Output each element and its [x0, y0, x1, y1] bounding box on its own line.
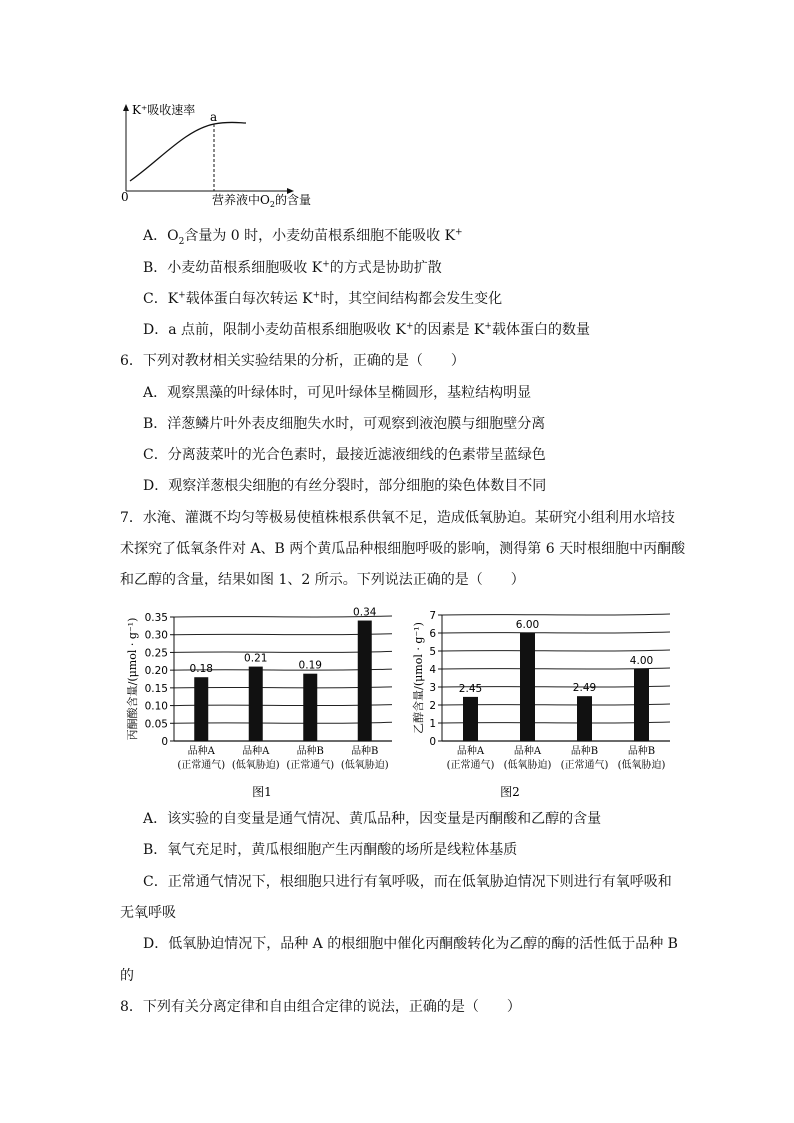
- chart-y-tick-label: 0: [429, 736, 436, 748]
- q6-option-a: A．观察黑藻的叶绿体时，可见叶绿体呈椭圆形，基粒结构明显: [143, 385, 532, 401]
- chart-y-tick-label: 0.35: [144, 612, 168, 624]
- point-a-label: a: [210, 110, 218, 124]
- chart-gridline: [442, 632, 670, 633]
- chart-bar: [249, 667, 263, 741]
- chart-x-tick-label: 品种A: [242, 746, 270, 757]
- q7-stem-line-1: 7．水淹、灌溉不均匀等极易使植株根系供氧不足，造成低氧胁迫。某研究小组利用水培技: [120, 510, 675, 526]
- graph-origin-label: 0: [121, 190, 129, 204]
- pyruvate-chart: [120, 605, 420, 805]
- chart-data-label: 0.21: [244, 652, 268, 665]
- chart-y-tick-label: 3: [429, 682, 436, 694]
- chart-bar: [634, 669, 649, 741]
- chart-bar: [358, 621, 372, 741]
- chart-y-tick-label: 0.20: [144, 665, 168, 678]
- chart-x-tick-label: 品种B: [570, 746, 599, 757]
- chart-y-tick-label: 4: [429, 664, 436, 676]
- chart-x-tick-label: 品种A: [187, 746, 215, 757]
- q7-option-a: A．该实验的自变量是通气情况、黄瓜品种，因变量是丙酮酸和乙醇的含量: [143, 811, 602, 827]
- chart-gridline: [442, 668, 670, 669]
- chart-y-tick-label: 0.25: [144, 647, 168, 660]
- chart-y-tick-label: 0.30: [144, 629, 168, 642]
- q7-option-b: B．氧气充足时，黄瓜根细胞产生丙酮酸的场所是线粒体基质: [143, 842, 518, 858]
- q5-option-c: C．K+载体蛋白每次转运 K+时，其空间结构都会发生变化: [143, 290, 503, 307]
- chart-x-tick-label: 品种A: [513, 746, 542, 757]
- chart-data-label: 4.00: [629, 655, 654, 667]
- chart-data-label: 0.18: [189, 663, 213, 676]
- chart-gridline: [442, 614, 670, 615]
- chart-y-tick-label: 5: [429, 646, 436, 658]
- q5-option-b: B．小麦幼苗根系细胞吸收 K+的方式是协助扩散: [143, 259, 442, 276]
- chart-x-tick-label: (正常通气): [286, 760, 335, 771]
- ethanol-chart: [412, 605, 702, 805]
- chart-gridline: [442, 650, 670, 651]
- absorption-curve: [130, 122, 246, 181]
- q7-stem-line-2: 术探究了低氧条件对 A、B 两个黄瓜品种根细胞呼吸的影响，测得第 6 天时根细胞中丙酮酸: [120, 541, 686, 557]
- q8-stem: 8．下列有关分离定律和自由组合定律的说法，正确的是（ ）: [120, 999, 521, 1015]
- chart-bar: [303, 674, 317, 741]
- graph-y-axis-label: K⁺吸收速率: [132, 103, 196, 117]
- chart-x-tick-label: (低氧胁迫): [231, 760, 280, 771]
- chart-y-tick-label: 0.10: [144, 700, 168, 713]
- chart-y-tick-label: 6: [429, 628, 436, 640]
- q5-option-a: A．$O_2$含量为 0 时，小麦幼苗根系细胞不能吸收 K+: [143, 227, 463, 247]
- chart-data-label: 6.00: [515, 619, 540, 631]
- chart-x-tick-label: 品种B: [627, 746, 656, 757]
- graph-y-arrow: [123, 104, 129, 111]
- chart-x-tick-label: 品种B: [296, 746, 324, 757]
- q5-option-d: D．a 点前，限制小麦幼苗根系细胞吸收 K+的因素是 K+载体蛋白的数量: [143, 321, 590, 338]
- chart-y-tick-label: 1: [429, 718, 436, 730]
- chart-title: 图2: [500, 785, 520, 799]
- chart-data-label: 0.19: [298, 659, 322, 672]
- chart-y-tick-label: 0.05: [144, 718, 168, 731]
- q6-stem: 6．下列对教材相关实验结果的分析，正确的是（ ）: [120, 353, 465, 369]
- k-absorption-graph: [0, 0, 794, 230]
- chart-y-tick-label: 2: [429, 700, 436, 712]
- q6-option-d: D．观察洋葱根尖细胞的有丝分裂时，部分细胞的染色体数目不同: [143, 478, 547, 494]
- chart-x-tick-label: 品种A: [456, 746, 485, 757]
- chart-x-tick-label: (低氧胁迫): [503, 760, 552, 771]
- chart-data-label: 2.49: [572, 682, 597, 695]
- chart-x-tick-label: (正常通气): [446, 760, 495, 771]
- chart-bar: [463, 697, 478, 741]
- chart-y-axis-label: 乙醇含量/(μmol · g⁻¹): [412, 622, 425, 734]
- q7-option-c-line-2: 无氧呼吸: [120, 905, 176, 921]
- q7-stem-line-3: 和乙醇的含量，结果如图 1、2 所示。下列说法正确的是（ ）: [120, 572, 525, 588]
- chart-bar: [194, 677, 208, 741]
- chart-x-tick-label: 品种B: [351, 746, 379, 757]
- chart-data-label: 0.34: [353, 606, 377, 619]
- q7-option-d-line-2: 的: [120, 968, 134, 984]
- chart-y-tick-label: 0.15: [144, 682, 168, 695]
- q7-option-c-line-1: C．正常通气情况下，根细胞只进行有氧呼吸，而在低氧胁迫情况下则进行有氧呼吸和: [143, 874, 672, 890]
- chart-y-tick-label: 7: [429, 610, 436, 622]
- chart-title: 图1: [252, 785, 272, 799]
- q7-option-d-line-1: D．低氧胁迫情况下，品种 A 的根细胞中催化丙酮酸转化为乙醇的酶的活性低于品种 B: [143, 936, 678, 952]
- chart-y-axis-label: 丙酮酸含量/(μmol · g⁻¹): [126, 617, 139, 741]
- chart-data-label: 2.45: [458, 682, 483, 695]
- q6-option-c: C．分离菠菜叶的光合色素时，最接近滤液细线的色素带呈蓝绿色: [143, 447, 546, 463]
- chart-x-tick-label: (正常通气): [177, 760, 226, 771]
- chart-y-tick-label: 0: [161, 736, 168, 748]
- graph-x-axis-label: 营养液中$O_2$的含量: [212, 193, 311, 209]
- chart-x-tick-label: (低氧胁迫): [617, 760, 666, 771]
- q6-option-b: B．洋葱鳞片叶外表皮细胞失水时，可观察到液泡膜与细胞壁分离: [143, 416, 546, 432]
- chart-bar: [520, 633, 535, 741]
- chart-x-tick-label: (低氧胁迫): [340, 760, 389, 771]
- chart-bar: [577, 696, 592, 741]
- chart-x-tick-label: (正常通气): [560, 760, 609, 771]
